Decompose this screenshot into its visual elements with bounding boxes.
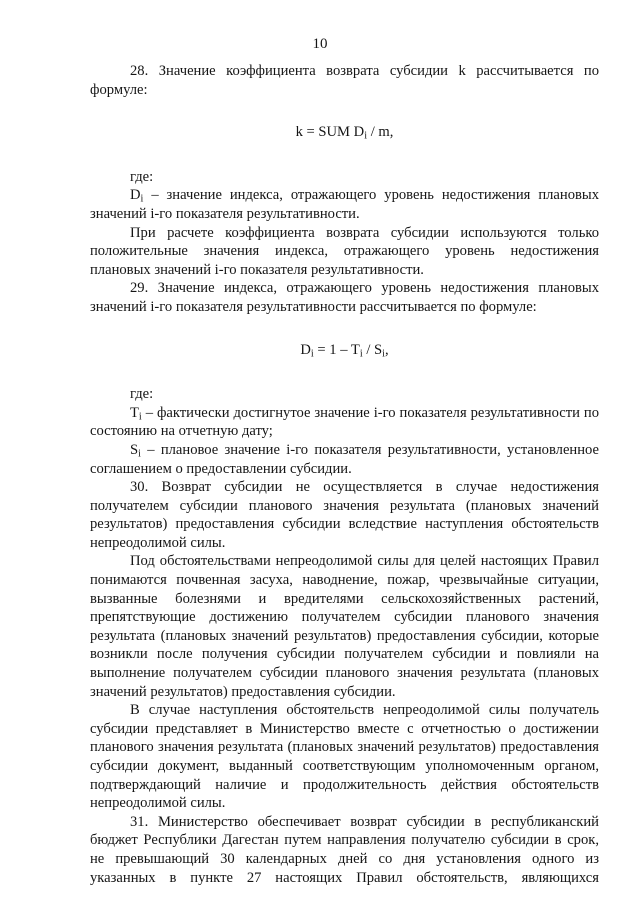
where-label: где: xyxy=(130,386,154,403)
where-label: где: xyxy=(130,168,154,185)
paragraph: $S_i$ – плановое значение i-го показателя результативности, установленное соглашением о предоставлении субсидии. xyxy=(90,441,599,477)
page-number: 10 xyxy=(312,36,328,52)
paragraph: В случае наступления обстоятельств непреодолимой силы получатель субсидии представляет в Министерство вместе с отчетностью о достижении планового значения результата (плановых значений результатов) предоставления субсидии документ, выданный соответствующим уполномоченным органом, подтверждающий наличие и продолжительность действия обстоятельств непреодолимой силы. xyxy=(90,702,599,812)
paragraph: При расчете коэффициента возврата субсидии используются только положительные значения индекса, отражающего уровень недостижения плановых значений i-го показателя результативности. xyxy=(90,224,599,278)
paragraph: 31. Министерство обеспечивает возврат субсидии в республиканский бюджет Республики Дагестан путем направления получателю субсидии в срок, не превышающий 30 календарных дней со дня установления одного из указанных в пункте 27 настоящих Правил обстоятельств, являющихся xyxy=(90,813,599,886)
document-body xyxy=(90,62,599,887)
formula: k = SUM $D_i$ / m, xyxy=(295,124,394,142)
paragraph: Под обстоятельствами непреодолимой силы для целей настоящих Правил понимаются почвенная засуха, наводнение, пожар, чрезвычайные ситуации, вызванные болезнями и вредителями сельскохозяйственных растений, препятствующие достижению получателем субсидии планового значения результата (плановых значений результатов) предоставления субсидии, которые возникли после получения субсидии получателем субсидии и повлияли на выполнение получателем субсидии планового значения результата (плановых значений результатов) предоставления субсидии. xyxy=(90,553,599,700)
paragraph: $T_i$ – фактически достигнутое значение i-го показателя результативности по состоянию на отчетную дату; xyxy=(90,404,599,440)
paragraph: $D_i$ – значение индекса, отражающего уровень недостижения плановых значений i-го показателя результативности. xyxy=(90,187,599,222)
paragraph: 29. Значение индекса, отражающего уровень недостижения плановых значений i-го показателя результативности рассчитывается по формуле: xyxy=(90,280,599,315)
paragraph: 30. Возврат субсидии не осуществляется в случае недостижения получателем субсидии планового значения результата (плановых значений результатов) предоставления субсидии вследствие наступления обстоятельств непреодолимой силы. xyxy=(90,479,599,551)
paragraph: 28. Значение коэффициента возврата субсидии k рассчитывается по формуле: xyxy=(90,63,599,98)
formula: $D_i = 1 - T_i / S_i$, xyxy=(300,341,389,360)
